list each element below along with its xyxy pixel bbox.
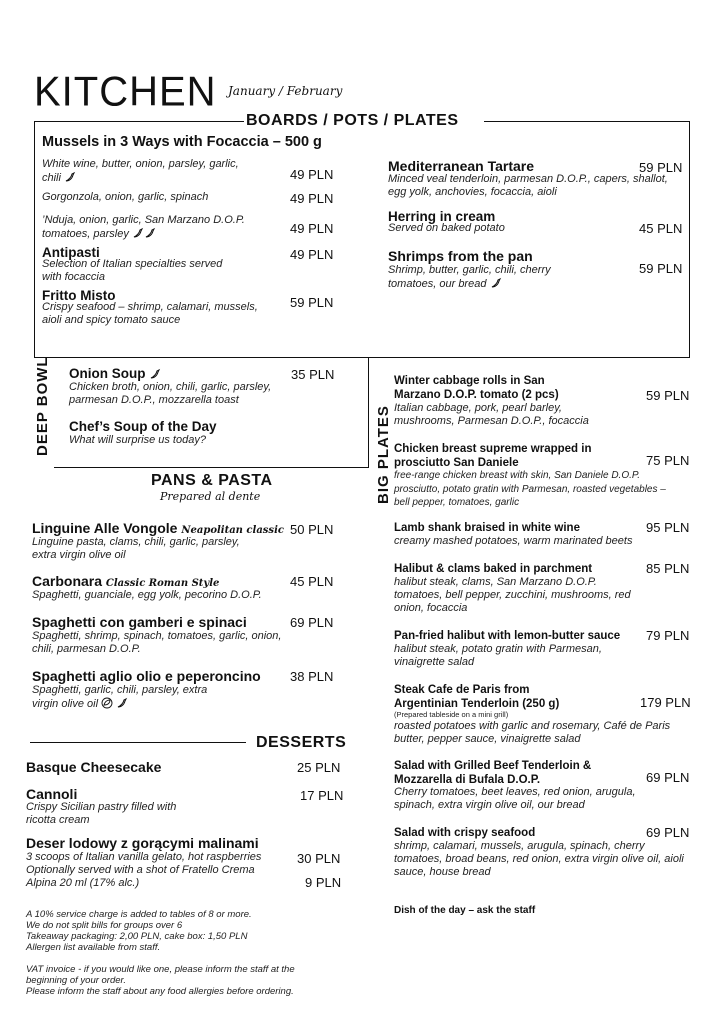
herring-price: 45 PLN [639,221,683,236]
halibut-lemon-price: 79 PLN [646,628,690,643]
halibut-clams-desc: halibut steak, clams, San Marzano D.O.P. tomatoes, bell pepper, zucchini, mushrooms, red onion, focaccia [394,576,631,614]
vongole-tag: Neapolitan classic [181,525,284,536]
mussels-variant-3-desc: ’Nduja, onion, garlic, San Marzano D.O.P. tomatoes, parsley [42,214,245,240]
note-vat: VAT invoice - if you would like one, please inform the staff at the beginning of your order. [26,964,295,986]
dish-of-day: Dish of the day – ask the staff [394,905,536,916]
fritto-misto-name: Fritto Misto [42,288,116,303]
gamberi-name: Spaghetti con gamberi e spinaci [32,614,247,630]
mussels-title: Mussels in 3 Ways with Focaccia – 500 g [42,134,322,150]
vegan-leaf-icon [101,697,113,709]
pasta-heading: PANS & PASTA [151,472,273,489]
steak-name: Steak Cafe de Paris from Argentinian Tenderloin (250 g) [394,684,560,710]
boards-right-rule [689,121,690,357]
halibut-lemon-name: Pan-fried halibut with lemon-butter sauce [394,630,621,642]
gelato-name: Deser lodowy z gorącymi malinami [26,835,259,851]
carbonara-tag: Classic Roman Style [105,578,220,589]
deep-bowl-rule [54,467,368,468]
steak-price: 179 PLN [640,695,691,710]
lamb-price: 95 PLN [646,520,690,535]
center-divider [368,358,369,468]
soup-of-day-name: Chef’s Soup of the Day [69,419,217,434]
aglio-olio-name: Spaghetti aglio olio e peperoncino [32,668,261,684]
cannoli-price: 17 PLN [300,788,344,803]
halibut-clams-price: 85 PLN [646,561,690,576]
boards-left-rule [34,121,35,357]
mussels-variant-1-desc: White wine, butter, onion, parsley, garlic, chili [42,158,239,184]
boards-top-rule-right [484,121,690,122]
desserts-rule [30,742,246,743]
onion-soup-name: Onion Soup [69,366,161,381]
boards-heading: BOARDS / POTS / PLATES [246,112,459,129]
carbonara-name: Carbonara Classic Roman Style [32,573,220,589]
mussels-variant-1-price: 49 PLN [290,167,334,182]
cannoli-name: Cannoli [26,786,78,802]
soup-of-day-desc: What will surprise us today? [69,434,206,446]
chili-icon [64,171,76,183]
seafood-salad-price: 69 PLN [646,825,690,840]
aglio-olio-price: 38 PLN [290,669,334,684]
cabbage-rolls-desc: Italian cabbage, pork, pearl barley, mushrooms, Parmesan D.O.P., focaccia [394,402,589,427]
seafood-salad-desc: shrimp, calamari, mussels, arugula, spinach, cherry tomatoes, broad beans, red onion, extra virgin olive oil, aioli sauce, house bread [394,840,684,878]
cheesecake-price: 25 PLN [297,760,341,775]
chicken-price: 75 PLN [646,453,690,468]
herring-name: Herring in cream [388,209,496,224]
aglio-olio-desc: Spaghetti, garlic, chili, parsley, extra virgin olive oil [32,684,208,710]
chili-icon [116,697,128,709]
herring-desc: Served on baked potato [388,222,505,234]
beef-salad-name: Salad with Grilled Beef Tenderloin & Mozzarella di Bufala D.O.P. [394,760,592,786]
cannoli-desc: Crispy Sicilian pastry filled with ricotta cream [26,801,177,826]
mussels-variant-3-price: 49 PLN [290,221,334,236]
vongole-name: Linguine Alle Vongole Neapolitan classic [32,520,284,536]
chicken-desc: free-range chicken breast with skin, San Daniele D.O.P. prosciutto, potato gratin with Parmesan, roasted vegetables – bell pepper, tomatoes, garlic [394,470,666,508]
carbonara-desc: Spaghetti, guanciale, egg yolk, pecorino D.O.P. [32,589,262,601]
tartare-name: Mediterranean Tartare [388,158,535,174]
antipasti-name: Antipasti [42,245,100,260]
notes-block [26,909,296,997]
antipasti-desc: Selection of Italian specialties served with focaccia [42,258,223,283]
cabbage-rolls-name: Winter cabbage rolls in San Marzano D.O.P. tomato (2 pcs) [394,375,559,401]
fritto-misto-desc: Crispy seafood – shrimp, calamari, mussels, aioli and spicy tomato sauce [42,301,258,326]
shrimps-price: 59 PLN [639,261,683,276]
cheesecake-name: Basque Cheesecake [26,759,162,775]
boards-bottom-rule [34,357,690,358]
steak-desc: roasted potatoes with garlic and rosemary, Café de Paris butter, pepper sauce, vinaigrette salad [394,720,671,745]
chili-icon [144,227,156,239]
menu-season: January / February [228,84,343,98]
cabbage-rolls-price: 59 PLN [646,388,690,403]
vongole-desc: Linguine pasta, clams, chili, garlic, parsley, extra virgin olive oil [32,536,240,561]
tartare-desc: Minced veal tenderloin, parmesan D.O.P., capers, shallot, egg yolk, anchovies, focaccia, aioli [388,173,668,198]
mussels-variant-2-desc: Gorgonzola, onion, garlic, spinach [42,191,209,203]
gelato-desc: 3 scoops of Italian vanilla gelato, hot raspberries [26,851,262,863]
chili-icon [132,227,144,239]
pasta-subheading: Prepared al dente [160,490,261,503]
big-plates-label: BIG PLATES [375,405,392,504]
note-service: A 10% service charge is added to tables of 8 or more. [26,909,252,920]
gamberi-price: 69 PLN [290,615,334,630]
antipasti-price: 49 PLN [290,247,334,262]
desserts-heading: DESSERTS [256,734,347,751]
beef-salad-desc: Cherry tomatoes, beet leaves, red onion, arugula, spinach, extra virgin olive oil, our bread [394,786,636,811]
chili-icon [490,277,502,289]
note-takeaway: Takeaway packaging: 2,00 PLN, cake box: 1,50 PLN [26,931,248,942]
deep-bowl-label: DEEP BOWL [34,356,51,456]
onion-soup-desc: Chicken broth, onion, chili, garlic, parsley, parmesan D.O.P., mozzarella toast [69,381,272,406]
menu-title: KITCHEN [34,68,217,116]
steak-note: (Prepared tableside on a mini grill) [394,710,509,719]
shrimps-desc: Shrimp, butter, garlic, chili, cherry tomatoes, our bread [388,264,551,290]
seafood-salad-name: Salad with crispy seafood [394,827,536,839]
chili-icon [149,368,161,380]
lamb-name: Lamb shank braised in white wine [394,522,580,534]
lamb-desc: creamy mashed potatoes, warm marinated beets [394,535,633,547]
note-split: We do not split bills for groups over 6 [26,920,183,931]
gelato-addon-price: 9 PLN [305,875,342,890]
halibut-lemon-desc: halibut steak, potato gratin with Parmesan, vinaigrette salad [394,643,602,668]
gelato-addon-desc: Optionally served with a shot of Fratello Crema Alpina 20 ml (17% alc.) [26,864,255,889]
vongole-price: 50 PLN [290,522,334,537]
gamberi-desc: Spaghetti, shrimp, spinach, tomatoes, garlic, onion, chili, parmesan D.O.P. [32,630,282,655]
fritto-misto-price: 59 PLN [290,295,334,310]
carbonara-price: 45 PLN [290,574,334,589]
shrimps-name: Shrimps from the pan [388,248,533,264]
note-allergen: Allergen list available from staff. [26,942,161,953]
onion-soup-price: 35 PLN [291,367,335,382]
tartare-price: 59 PLN [639,160,683,175]
note-allergy: Please inform the staff about any food allergies before ordering. [26,986,294,997]
gelato-price: 30 PLN [297,851,341,866]
boards-top-rule-left [34,121,244,122]
halibut-clams-name: Halibut & clams baked in parchment [394,563,593,575]
chicken-name: Chicken breast supreme wrapped in prosciutto San Daniele [394,443,592,469]
beef-salad-price: 69 PLN [646,770,690,785]
mussels-variant-2-price: 49 PLN [290,191,334,206]
